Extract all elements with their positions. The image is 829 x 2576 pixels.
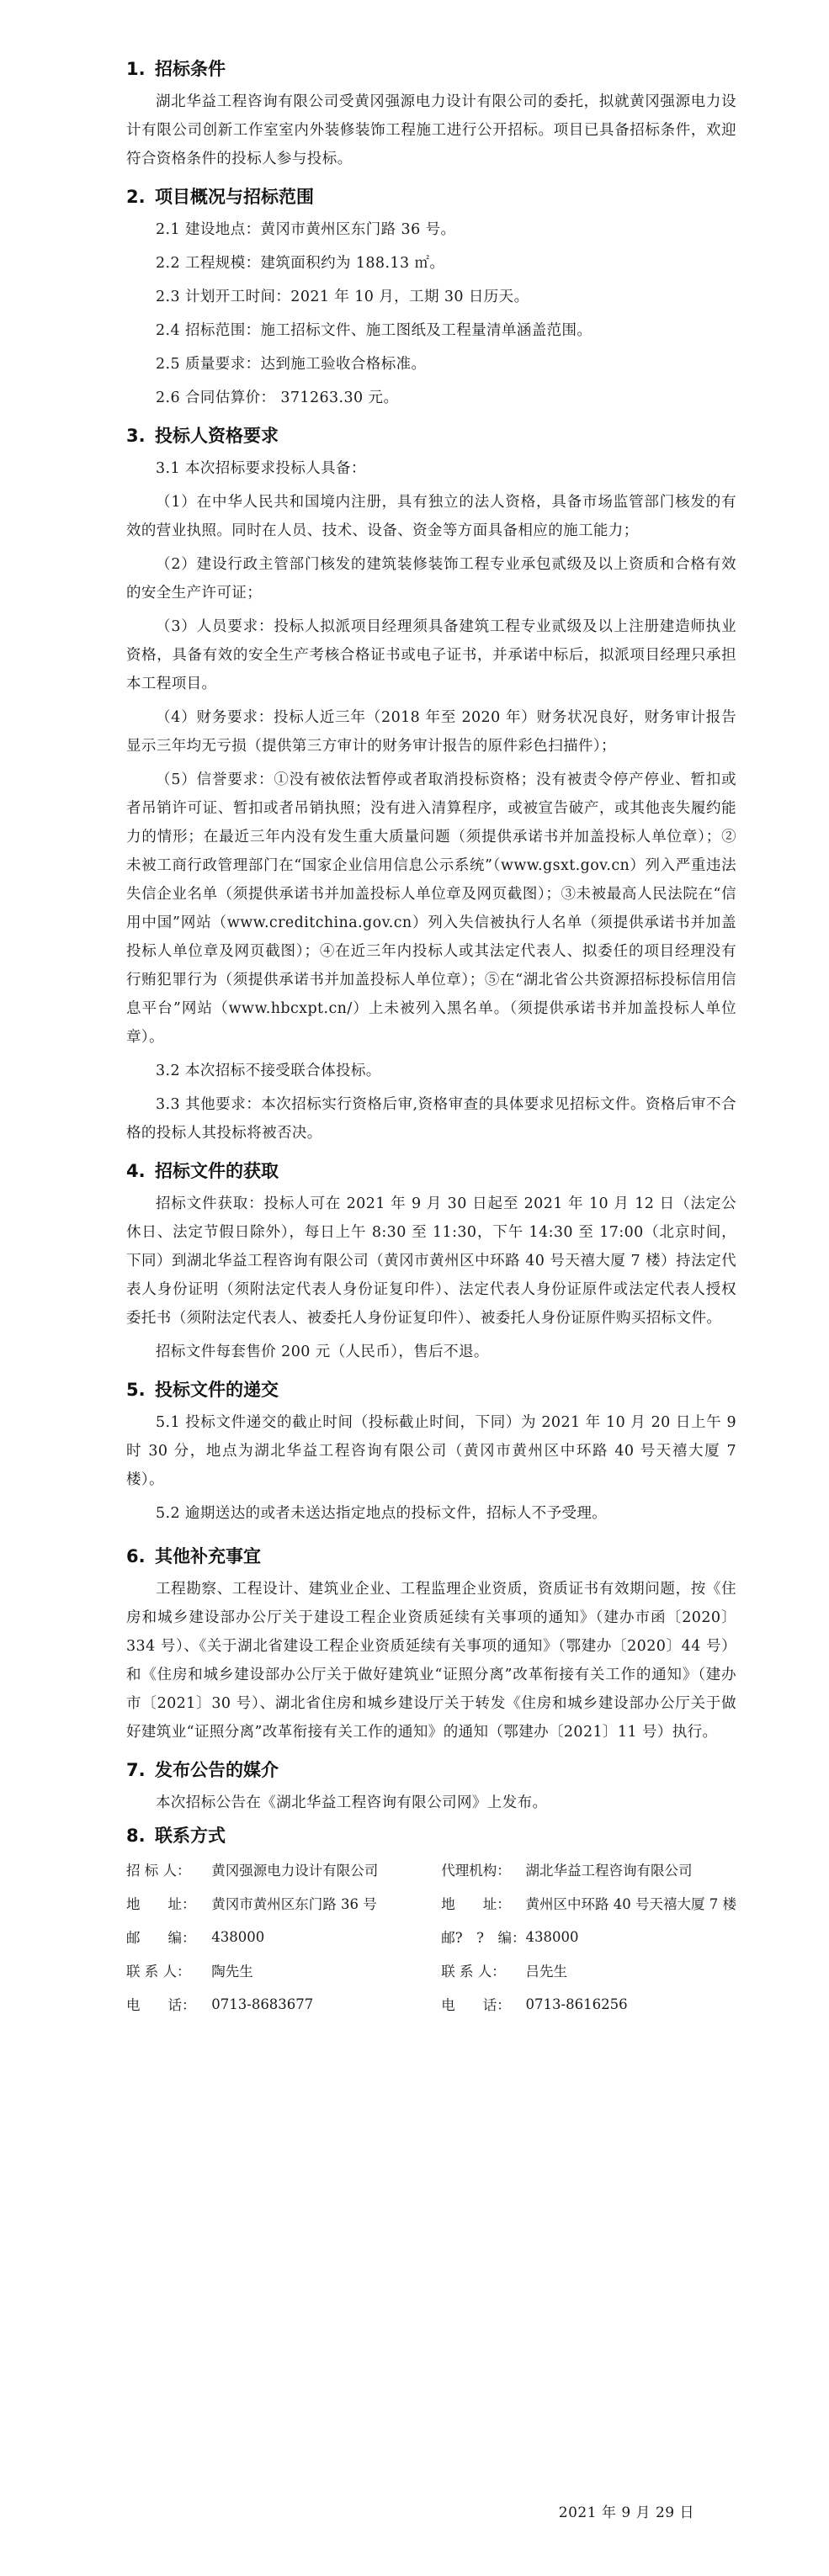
contact-value: 陶先生 [211,1964,253,1980]
table-row [126,1852,736,1886]
table-row [126,1987,736,2021]
section-number: 3. [126,426,146,446]
contact-label: 电 话： [126,1997,196,2013]
section-heading-5 [126,1376,736,1403]
section-title: 招标文件的获取 [155,1161,279,1181]
paragraph: 工程勘察、工程设计、建筑业企业、工程监理企业资质，资质证书有效期问题，按《住房和城乡建设部办公厅关于建设工程企业资质延续有关事项的通知》（建办市函〔2020〕334 号）、《关于湖北省建设工程企业资质延续有关事项的通知》（鄂建办〔2020〕44 号）和《住房和城乡建设部办公厅关于做好建筑业“证照分离”改革衔接有关工作的通知》（建办市〔2021〕30 号）、湖北省住房和城乡建设厅关于转发《住房和城乡建设部办公厅关于做好建筑业“证照分离”改革衔接有关工作的通知》的通知（鄂建办〔2021〕11 号）执行。 [126,1581,736,1741]
section-number: 4. [126,1161,146,1181]
contact-value: 吕先生 [525,1964,568,1980]
contact-value: 黄冈强源电力设计有限公司 [211,1863,379,1879]
paragraph: 招标文件每套售价 200 元（人民币），售后不退。 [156,1344,489,1360]
contact-table [126,1852,736,2021]
table-row [126,1953,736,1987]
contact-value: 438000 [211,1928,265,1945]
contact-label: 地 址： [441,1896,511,1912]
section-number: 2. [126,187,146,207]
section-title: 招标条件 [155,59,226,79]
section-number: 7. [126,1760,146,1780]
section-heading-8 [126,1822,736,1849]
contact-label: 地 址： [126,1896,196,1912]
section-number: 1. [126,59,146,79]
contact-label: 联 系 人： [126,1964,191,1980]
table-row [126,1886,736,1920]
paragraph: 3.3 其他要求：本次招标实行资格后审,资格审查的具体要求见招标文件。资格后审不合格的投标人其投标将被否决。 [126,1096,736,1142]
list-item: 2.6 合同估算价： 371263.30 元。 [156,390,399,406]
list-item: （1）在中华人民共和国境内注册，具有独立的法人资格，具备市场监管部门核发的有效的营业执照。同时在人员、技术、设备、资金等方面具备相应的施工能力； [126,494,736,539]
section-heading-2 [126,183,736,210]
list-item: 2.3 计划开工时间：2021 年 10 月，工期 30 日历天。 [156,289,529,305]
paragraph: 本次招标公告在《湖北华益工程咨询有限公司网》上发布。 [156,1794,548,1811]
announcement-date: 2021 年 9 月 29 日 [558,2504,694,2521]
section-heading-7 [126,1757,736,1784]
list-item: （2）建设行政主管部门核发的建筑装修装饰工程专业承包贰级及以上资质和合格有效的安全生产许可证； [126,556,736,602]
list-item: 2.5 质量要求：达到施工验收合格标准。 [156,356,427,373]
contact-value: 0713-8683677 [211,1996,314,2012]
list-item: （4）财务要求：投标人近三年（2018 年至 2020 年）财务状况良好，财务审计报告显示三年均无亏损（提供第三方审计的财务审计报告的原件彩色扫描件）； [126,709,736,755]
paragraph: 招标文件获取：投标人可在 2021 年 9 月 30 日起至 2021 年 10 月 12 日（法定公休日、法定节假日除外），每日上午 8:30 至 11:30，下午 14:30 至 17:00（北京时间，下同）到湖北华益工程咨询有限公司（黄冈市黄州区中环路 40 号天禧大厦 7 楼）持法定代表人身份证明（须附法定代表人身份证复印件）、法定代表人身份证原件或法定代表人授权委托书（须附法定代表人、被委托人身份证复印件）、被委托人身份证原件购买招标文件。 [126,1195,736,1327]
contact-value: 0713-8616256 [525,1996,628,2012]
contact-label: 联 系 人： [441,1964,506,1980]
section-number: 5. [126,1380,146,1400]
table-row [126,1920,736,1953]
section-title: 项目概况与招标范围 [155,187,314,207]
section-title: 其他补充事宜 [155,1546,261,1566]
section-title: 投标人资格要求 [155,426,279,446]
paragraph: 5.1 投标文件递交的截止时间（投标截止时间，下同）为 2021 年 10 月 20 日上午 9 时 30 分，地点为湖北华益工程咨询有限公司（黄冈市黄州区中环路 40 号天禧大厦 7 楼）。 [126,1414,736,1488]
section-heading-3 [126,422,736,449]
contact-value: 438000 [525,1928,579,1945]
paragraph: 3.2 本次招标不接受联合体投标。 [156,1063,381,1079]
list-item: 2.1 建设地点：黄冈市黄州区东门路 36 号。 [156,221,456,238]
paragraph: 湖北华益工程咨询有限公司受黄冈强源电力设计有限公司的委托，拟就黄冈强源电力设计有限公司创新工作室室内外装修装饰工程施工进行公开招标。项目已具备招标条件，欢迎符合资格条件的投标人参与投标。 [126,93,736,167]
list-item: 2.4 招标范围：施工招标文件、施工图纸及工程量清单涵盖范围。 [156,322,593,339]
section-title: 联系方式 [155,1826,226,1846]
list-item: （3）人员要求：投标人拟派项目经理须具备建筑工程专业贰级及以上注册建造师执业资格，具备有效的安全生产考核合格证书或电子证书，并承诺中标后，拟派项目经理只承担本工程项目。 [126,618,736,692]
section-heading-1 [126,56,736,82]
contact-label: 电 话： [441,1997,511,2013]
paragraph: 3.1 本次招标要求投标人具备： [156,460,366,477]
contact-value: 黄州区中环路 40 号天禧大厦 7 楼 [525,1896,736,1912]
paragraph: 5.2 逾期送达的或者未送达指定地点的投标文件，招标人不予受理。 [156,1505,608,1522]
contact-value: 湖北华益工程咨询有限公司 [525,1863,693,1879]
section-number: 6. [126,1546,146,1566]
section-title: 发布公告的媒介 [155,1760,279,1780]
list-item: 2.2 工程规模：建筑面积约为 188.13 ㎡。 [156,255,445,272]
contact-value: 黄冈市黄州区东门路 36 号 [211,1896,377,1912]
section-heading-4 [126,1158,736,1185]
section-title: 投标文件的递交 [155,1380,279,1400]
list-item: （5）信誉要求：①没有被依法暂停或者取消投标资格；没有被责令停产停业、暂扣或者吊销许可证、暂扣或者吊销执照；没有进入清算程序，或被宣告破产，或其他丧失履约能力的情形；在最近三年内没有发生重大质量问题（须提供承诺书并加盖投标人单位章）；②未被工商行政管理部门在“国家企业信用信息公示系统”（www.gsxt.gov.cn）列入严重违法失信企业名单（须提供承诺书并加盖投标人单位章及网页截图）；③未被最高人民法院在“信用中国”网站（www.creditchina.gov.cn）列入失信被执行人名单（须提供承诺书并加盖投标人单位章及网页截图）；④在近三年内投标人或其法定代表人、拟委任的项目经理没有行贿犯罪行为（须提供承诺书并加盖投标人单位章）；⑤在“湖北省公共资源招标投标信用信息平台”网站（www.hbcxpt.cn/）上未被列入黑名单。（须提供承诺书并加盖投标人单位章）。 [126,771,736,1046]
section-number: 8. [126,1826,146,1846]
contact-label: 邮? ? 编： [441,1930,526,1946]
contact-label: 招 标 人： [126,1863,191,1879]
contact-label: 代理机构： [441,1863,511,1879]
section-heading-6 [126,1543,736,1570]
contact-label: 邮 编： [126,1930,196,1946]
